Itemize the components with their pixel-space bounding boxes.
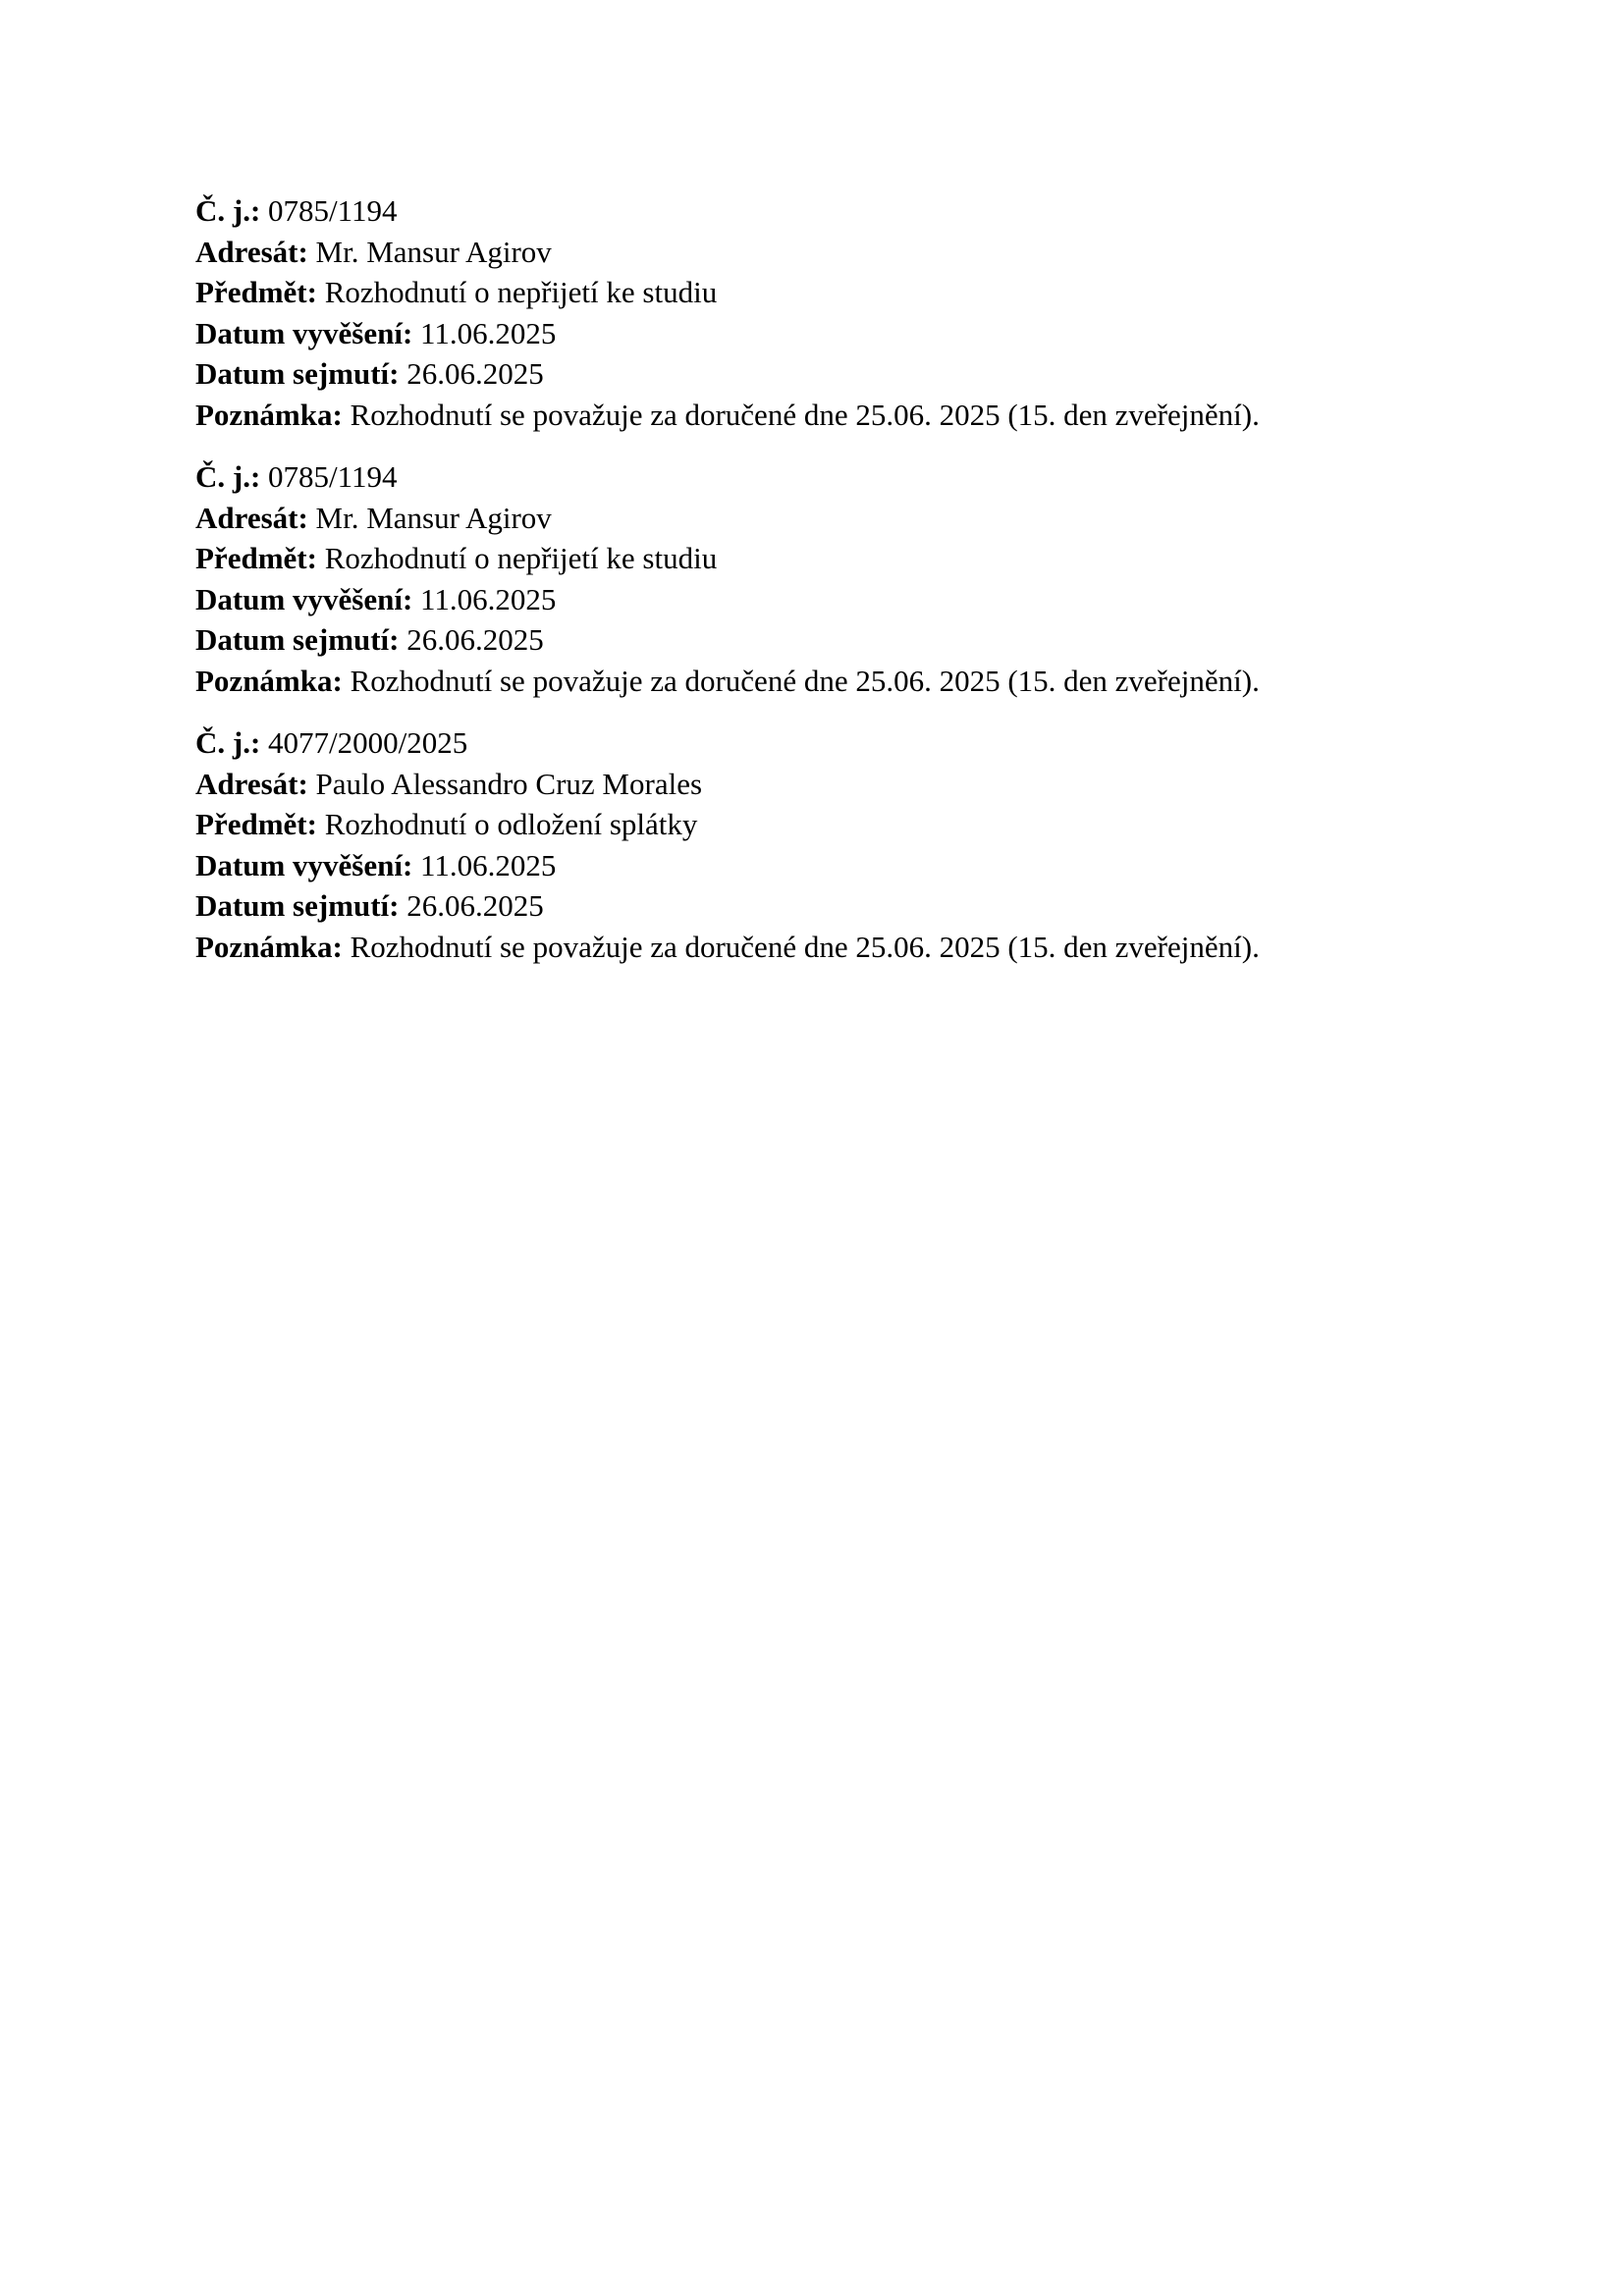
removal-date-line [195,353,1472,395]
reference-number-value: 0785/1194 [268,193,398,228]
note-value: Rozhodnutí se považuje za doručené dne 25.06. 2025 (15. den zveřejnění). [350,663,1260,698]
removal-date-label: Datum sejmutí: [195,622,400,657]
removal-date-label: Datum sejmutí: [195,888,400,923]
note-label: Poznámka: [195,397,343,432]
subject-value: Rozhodnutí o nepřijetí ke studiu [324,541,718,575]
posting-date-label: Datum vyvěšení: [195,315,413,350]
addressee-value: Mr. Mansur Agirov [315,234,552,269]
posting-date-label: Datum vyvěšení: [195,581,413,616]
posting-date-value: 11.06.2025 [420,581,557,616]
addressee-label: Adresát: [195,766,308,801]
reference-number-label: Č. j.: [195,459,261,494]
posting-date-line [195,313,1472,354]
note-value: Rozhodnutí se považuje za doručené dne 25.06. 2025 (15. den zveřejnění). [350,929,1260,964]
reference-number-line [195,456,1472,498]
note-label: Poznámka: [195,663,343,698]
note-line [195,395,1472,436]
removal-date-value: 26.06.2025 [406,356,544,391]
note-label: Poznámka: [195,929,343,964]
posting-date-line [195,579,1472,620]
reference-number-label: Č. j.: [195,193,261,228]
addressee-value: Paulo Alessandro Cruz Morales [315,766,703,801]
subject-line [195,272,1472,313]
notice-record-3 [195,722,1472,967]
subject-line [195,538,1472,579]
subject-value: Rozhodnutí o odložení splátky [324,807,698,841]
reference-number-label: Č. j.: [195,725,261,760]
subject-value: Rozhodnutí o nepřijetí ke studiu [324,275,718,309]
addressee-label: Adresát: [195,500,308,535]
reference-number-value: 4077/2000/2025 [268,725,468,760]
note-value: Rozhodnutí se považuje za doručené dne 25.06. 2025 (15. den zveřejnění). [350,397,1260,432]
note-line [195,661,1472,702]
removal-date-line [195,885,1472,927]
removal-date-label: Datum sejmutí: [195,356,400,391]
addressee-line [195,498,1472,539]
addressee-line [195,764,1472,805]
subject-label: Předmět: [195,807,317,841]
reference-number-line [195,190,1472,232]
subject-label: Předmět: [195,541,317,575]
notice-records [195,190,1472,988]
posting-date-value: 11.06.2025 [420,847,557,882]
addressee-label: Adresát: [195,234,308,269]
notice-record-2 [195,456,1472,701]
notice-record-1 [195,190,1472,435]
addressee-line [195,232,1472,273]
subject-line [195,804,1472,845]
removal-date-value: 26.06.2025 [406,622,544,657]
removal-date-line [195,619,1472,661]
reference-number-value: 0785/1194 [268,459,398,494]
reference-number-line [195,722,1472,764]
removal-date-value: 26.06.2025 [406,888,544,923]
posting-date-value: 11.06.2025 [420,315,557,350]
note-line [195,927,1472,968]
addressee-value: Mr. Mansur Agirov [315,500,552,535]
posting-date-label: Datum vyvěšení: [195,847,413,882]
posting-date-line [195,845,1472,886]
subject-label: Předmět: [195,275,317,309]
